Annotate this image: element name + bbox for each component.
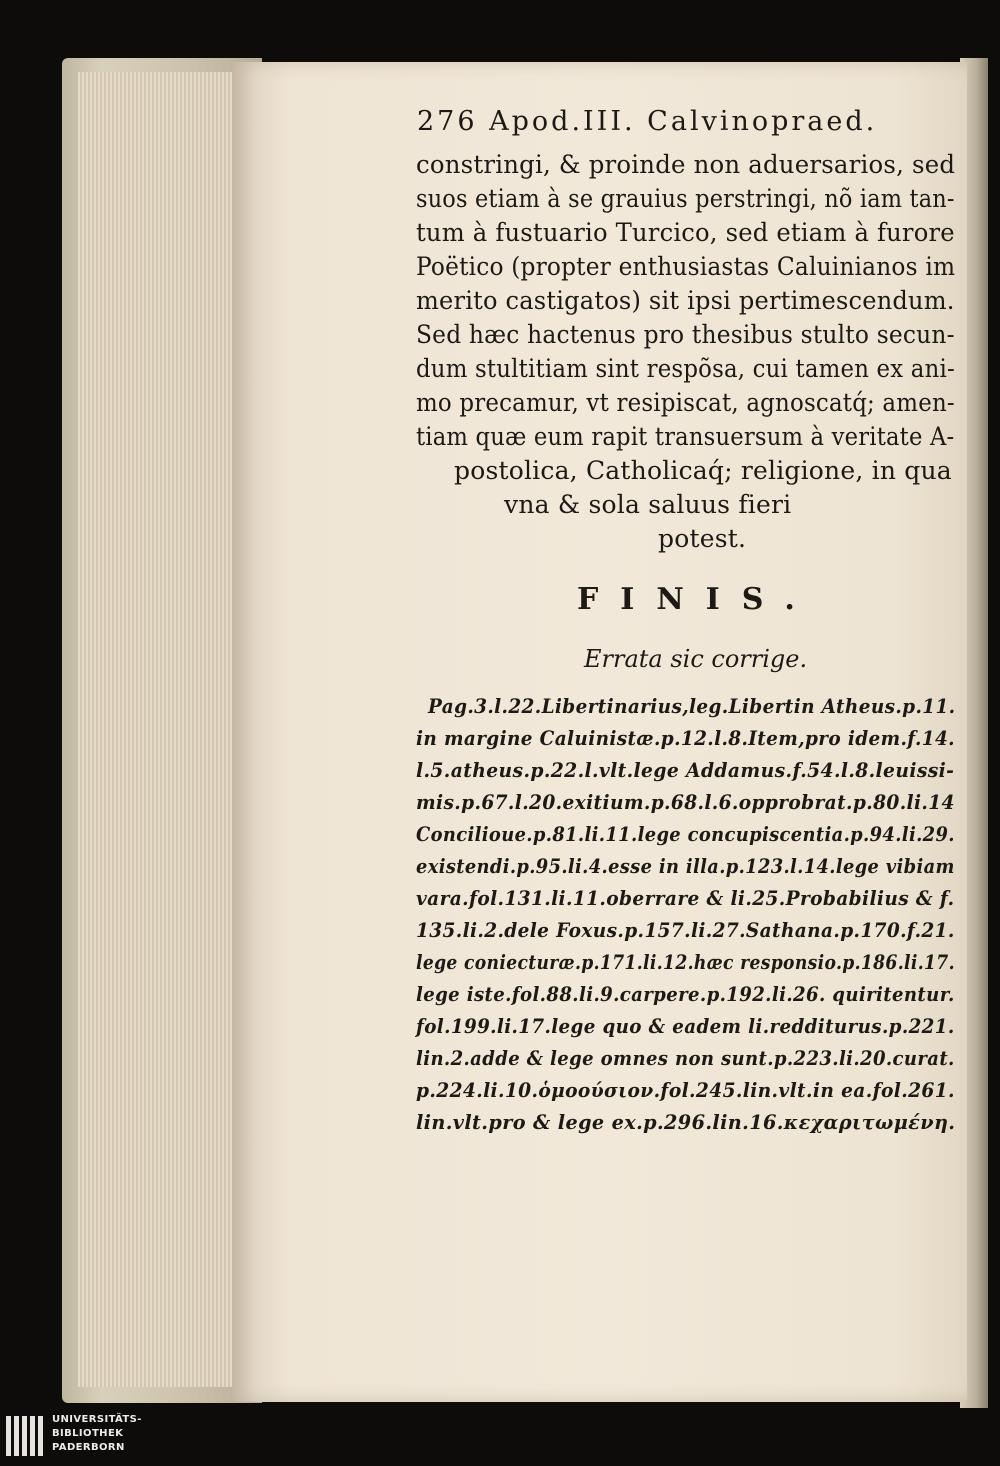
- errata-line: lege coniecturæ.p.171.li.12.hæc responsio.p.186.li.17.: [416, 950, 955, 974]
- book-page: [232, 62, 967, 1402]
- running-head: 276 Apod.III. Calvinopraed.: [417, 106, 878, 137]
- body-line: tiam quæ eum rapit transuersum à veritate A-: [416, 422, 955, 451]
- finis-heading: FINIS.: [577, 582, 817, 617]
- errata-line: lege iste.fol.88.li.9.carpere.p.192.li.26. quiritentur.: [416, 982, 955, 1006]
- stacked-page-edges: [78, 72, 248, 1387]
- body-line: vna & sola saluus fieri: [504, 490, 792, 519]
- errata-line: Concilioue.p.81.li.11.lege concupiscentia.p.94.li.29.: [416, 822, 955, 846]
- body-line: dum stultitiam sint respõsa, cui tamen ex ani-: [416, 354, 955, 383]
- errata-heading: Errata sic corrige.: [584, 645, 808, 673]
- body-line: Poëtico (propter enthusiastas Caluinianos im: [416, 252, 956, 281]
- logo-text-line: PADERBORN: [52, 1442, 125, 1453]
- errata-line: existendi.p.95.li.4.esse in illa.p.123.l.14.lege vibiam: [416, 854, 955, 878]
- logo-text-line: UNIVERSITÄTS-: [52, 1414, 142, 1425]
- body-line: mo precamur, vt resipiscat, agnoscatq́; amen-: [416, 388, 955, 417]
- errata-line: 135.li.2.dele Foxus.p.157.li.27.Sathana.p.170.f.21.: [416, 918, 955, 942]
- body-line: merito castigatos) sit ipsi pertimescendum.: [416, 286, 955, 315]
- logo-text-line: BIBLIOTHEK: [52, 1428, 124, 1439]
- errata-line: p.224.li.10.ὁμοούσιον.fol.245.lin.vlt.in ea.fol.261.: [416, 1078, 955, 1102]
- errata-line: lin.vlt.pro & lege ex.p.296.lin.16.κεχαριτωμένη.: [416, 1110, 956, 1134]
- body-line: potest.: [658, 524, 747, 553]
- errata-line: l.5.atheus.p.22.l.vlt.lege Addamus.f.54.l.8.leuissi-: [416, 758, 955, 782]
- errata-line: in margine Caluinistæ.p.12.l.8.Item,pro idem.f.14.: [416, 726, 955, 750]
- body-line: postolica, Catholicaq́; religione, in qua: [454, 456, 952, 485]
- library-logo-icon: [6, 1416, 46, 1456]
- body-line: constringi, & proinde non aduersarios, sed: [416, 150, 956, 179]
- body-line: Sed hæc hactenus pro thesibus stulto secun-: [416, 320, 955, 349]
- errata-line: Pag.3.l.22.Libertinarius,leg.Libertin Atheus.p.11.: [428, 694, 956, 718]
- library-logo: [6, 1414, 156, 1460]
- errata-line: fol.199.li.17.lege quo & eadem li.redditurus.p.221.: [416, 1014, 955, 1038]
- body-line: tum à fustuario Turcico, sed etiam à furore: [416, 218, 955, 247]
- body-line: suos etiam à se grauius perstringi, nõ iam tan-: [416, 184, 955, 213]
- errata-line: mis.p.67.l.20.exitium.p.68.l.6.opprobrat.p.80.li.14: [416, 790, 955, 814]
- errata-line: vara.fol.131.li.11.oberrare & li.25.Probabilius & f.: [416, 886, 955, 910]
- errata-line: lin.2.adde & lege omnes non sunt.p.223.li.20.curat.: [416, 1046, 955, 1070]
